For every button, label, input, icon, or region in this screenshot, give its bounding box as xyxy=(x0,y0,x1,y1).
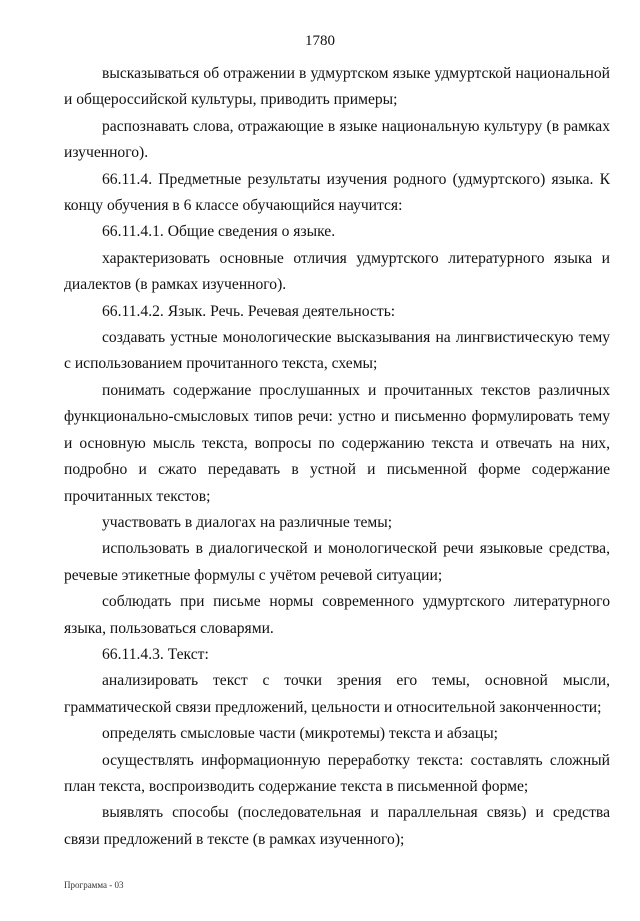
section-heading: 66.11.4.1. Общие сведения о языке. xyxy=(102,223,336,241)
paragraph: понимать содержание прослушанных и прочитанных текстов различных функционально-смысловых типов речи: устно и письменно формулировать тему и основную мысль текста, вопросы по содержанию текста и отвечать на них, подробно и сжато передавать в устной и письменной форме содержание прочитанных текстов; xyxy=(64,381,610,505)
paragraph: определять смысловые части (микротемы) текста и абзацы; xyxy=(102,725,499,743)
paragraph: 66.11.4. Предметные результаты изучения родного (удмуртского) языка. К концу обучения в 6 классе обучающийся научится: xyxy=(64,170,610,215)
paragraph: использовать в диалогической и монологической речи языковые средства, речевые этикетные формулы с учётом речевой ситуации; xyxy=(64,540,610,584)
section-heading: 66.11.4.2. Язык. Речь. Речевая деятельность: xyxy=(102,302,396,320)
paragraph: выявлять способы (последовательная и параллельная связь) и средства связи предложений в тексте (в рамках изученного); xyxy=(64,804,610,848)
paragraph: характеризовать основные отличия удмуртского литературного языка и диалектов (в рамках изученного). xyxy=(64,249,610,294)
paragraph: распознавать слова, отражающие в языке национальную культуру (в рамках изученного). xyxy=(64,117,610,162)
paragraph: анализировать текст с точки зрения его темы, основной мысли, грамматической связи предложений, цельности и относительной законченности; xyxy=(64,672,610,716)
paragraph: соблюдать при письме нормы современного удмуртского литературного языка, пользоваться словарями. xyxy=(64,593,610,637)
paragraph: участвовать в диалогах на различные темы; xyxy=(102,513,393,531)
document-body xyxy=(64,61,610,853)
page-number: 1780 xyxy=(305,33,335,49)
footer-label: Программа - 03 xyxy=(64,880,124,890)
paragraph: создавать устные монологические высказывания на лингвистическую тему с использованием прочитанного текста, схемы; xyxy=(64,329,610,373)
paragraph: высказываться об отражении в удмуртском языке удмуртской национальной и общероссийской культуры, приводить примеры; xyxy=(64,65,610,109)
section-heading: 66.11.4.3. Текст: xyxy=(102,645,209,663)
paragraph: осуществлять информационную переработку текста: составлять сложный план текста, воспроизводить содержание текста в письменной форме; xyxy=(64,751,610,795)
